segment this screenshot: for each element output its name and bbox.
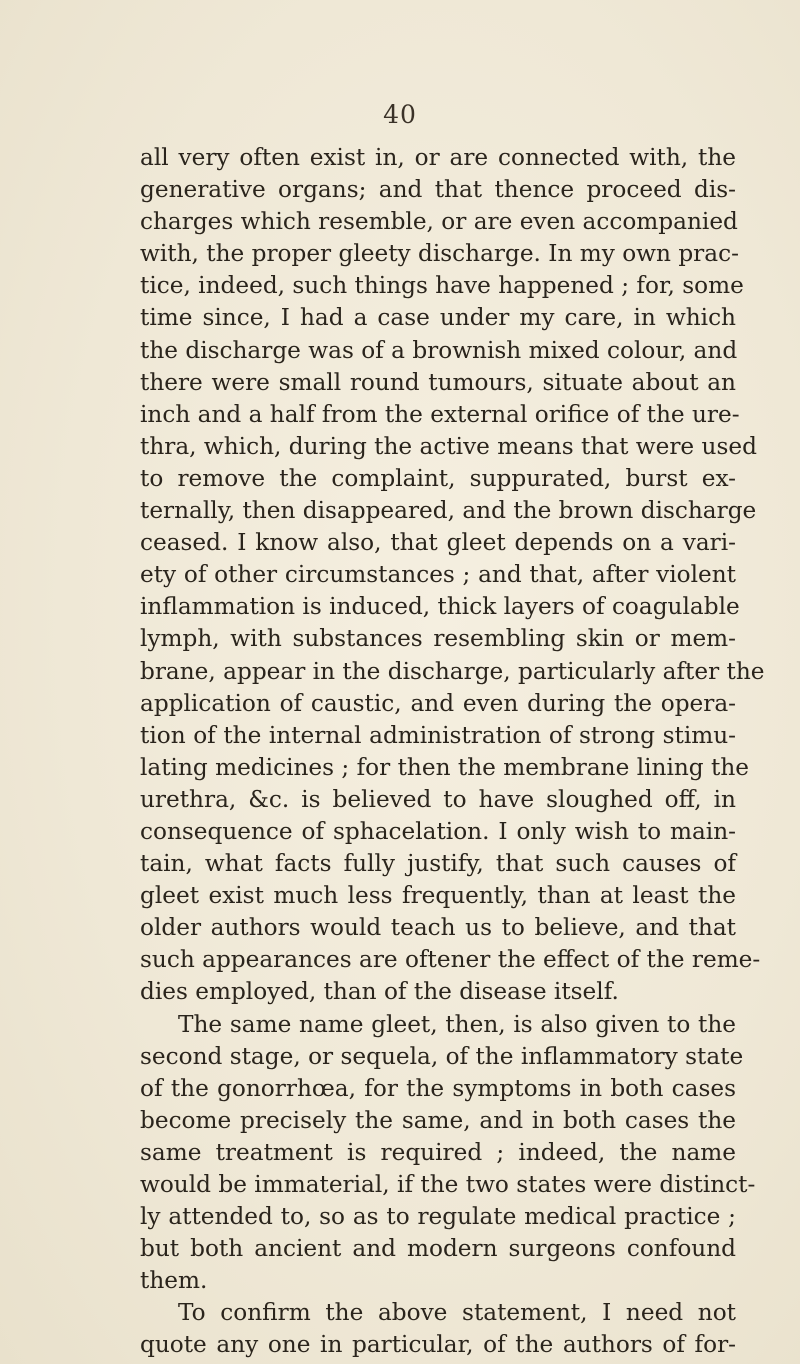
text-line: ternally, then disappeared, and the brown discharge	[140, 497, 757, 525]
text-line: tain, what facts fully justify, that such causes of	[140, 850, 736, 878]
text-line: ly attended to, so as to regulate medical practice ;	[140, 1203, 736, 1231]
paragraph-end-line: dies employed, than of the disease itself.	[140, 978, 619, 1006]
text-line: lating medicines ; for then the membrane lining the	[140, 753, 750, 781]
text-line: would be immaterial, if the two states were distinct-	[140, 1171, 756, 1198]
text-line: urethra, &c. is believed to have sloughed off, in	[140, 785, 736, 813]
text-line: all very often exist in, or are connected with, the	[140, 144, 736, 171]
text-line: brane, appear in the discharge, particularly after the	[140, 657, 765, 685]
text-line: gleet exist much less frequently, than at least the	[140, 882, 736, 910]
text-line: ety of other circumstances ; and that, after violent	[140, 561, 736, 589]
paragraph-start-line: To confirm the above statement, I need not	[178, 1299, 736, 1327]
text-line: the discharge was of a brownish mixed colour, and	[140, 336, 738, 364]
text-line: generative organs; and that thence proceed dis-	[140, 176, 736, 204]
text-line: become precisely the same, and in both cases the	[140, 1106, 736, 1134]
text-line: tice, indeed, such things have happened ; for, some	[140, 272, 744, 300]
text-line: inch and a half from the external orifice of the ure-	[140, 400, 740, 428]
text-line: ceased. I know also, that gleet depends on a vari-	[140, 529, 736, 557]
text-line: consequence of sphacelation. I only wish to main-	[140, 817, 736, 845]
page-number: 40	[383, 100, 417, 129]
text-line: of the gonorrhœa, for the symptoms in both cases	[140, 1074, 736, 1102]
paragraph-start-line: The same name gleet, then, is also given to the	[178, 1010, 736, 1038]
body-text	[140, 142, 765, 1362]
text-line: second stage, or sequela, of the inflammatory state	[140, 1042, 744, 1070]
text-line: older authors would teach us to believe, and that	[140, 914, 736, 942]
text-line: with, the proper gleety discharge. In my own prac-	[140, 240, 739, 268]
text-line: such appearances are oftener the effect of the reme-	[140, 946, 761, 974]
text-line: time since, I had a case under my care, in which	[140, 304, 736, 332]
text-line: thra, which, during the active means that were used	[140, 432, 757, 460]
text-line: same treatment is required ; indeed, the name	[140, 1138, 736, 1166]
text-line: but both ancient and modern surgeons confound	[140, 1235, 736, 1263]
text-line: inflammation is induced, thick layers of coagulable	[140, 593, 740, 621]
text-line: application of caustic, and even during the opera-	[140, 689, 736, 717]
text-line: there were small round tumours, situate about an	[140, 368, 736, 396]
paragraph-end-line: them.	[140, 1267, 208, 1295]
text-line: lymph, with substances resembling skin or mem-	[140, 625, 736, 653]
text-line: to remove the complaint, suppurated, burst ex-	[140, 464, 736, 492]
text-line: tion of the internal administration of strong stimu-	[140, 721, 736, 749]
text-line: quote any one in particular, of the authors of for-	[140, 1331, 736, 1359]
text-line: charges which resemble, or are even accompanied	[140, 208, 738, 236]
